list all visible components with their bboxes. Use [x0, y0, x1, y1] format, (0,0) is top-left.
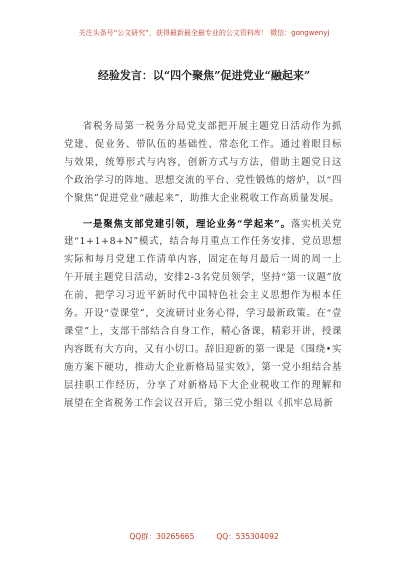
paragraph-point-one [64, 216, 342, 413]
footer-qq-group: QQ群：30265665 [129, 532, 195, 541]
header-banner: 关注头条号“公文研究”，获得最新最全最专业的公文资料库！ 微信：gongwenyj [78, 29, 330, 37]
document-title: 经验发言：以“四个聚焦”促进党业“融起来” [97, 69, 311, 82]
paragraph-text: 落实机关党建“1+1+8+N”模式，结合每月重点工作任务安排、党员思想实际和每月党建工作清单内容，固定在每月最后一周的周一上午开展主题党日活动，安排2-3名党员领学，坚持“第一议题”放在前，把学习习近平新时代中国特色社会主义思想作为根本任务。开设“壹课堂”，交流研讨业务心得，学习最新政策。在“壹课堂”上，支部干部结合自身工作，精心备课，精彩开讲，授课内容既有大方向，又有小切口。辞旧迎新的第一课是《围绕•实施方案下硬功，推动大企业新格局显实效》，第一党小组结合基层挂职工作经历，分享了对新格局下大企业税收工作的理解和展望在全省税务工作会议召开后，第三党小组以《抓牢总局新 [64, 218, 342, 409]
document-body [64, 118, 342, 413]
footer-qq: QQ：535304092 [216, 532, 279, 541]
paragraph-lead: 一是聚焦支部党建引领，理论业务“学起来”。 [82, 218, 291, 230]
paragraph-text: 省税务局第一税务分局党支部把开展主题党日活动作为抓党建、促业务、带队伍的基础性、常态化工作。通过着眼目标与效果，统筹形式与内容，创新方式与方法，借助主题党日这个政治学习的阵地、思想交流的平台、党性锻炼的熔炉，以“四个聚焦”促进党业“融起来”，助推大企业税收工作高质量发展。 [64, 121, 342, 204]
paragraph-intro [64, 118, 342, 208]
footer-contact [0, 532, 408, 542]
